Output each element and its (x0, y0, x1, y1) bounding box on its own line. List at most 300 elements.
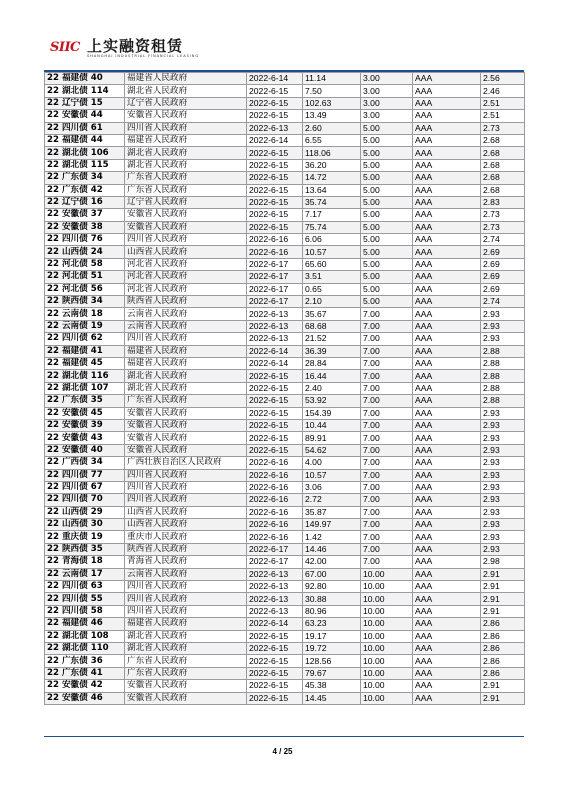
table-row (45, 519, 525, 531)
issuer-cell: 安徽省人民政府 (125, 209, 247, 221)
coupon-rate-cell: 2.69 (481, 271, 525, 283)
table-row (45, 345, 525, 357)
table-row (45, 568, 525, 580)
coupon-rate-cell: 2.68 (481, 134, 525, 146)
issue-date-cell: 2022-6-15 (247, 159, 303, 171)
term-cell: 7.00 (361, 345, 413, 357)
bond-name-cell: 22 青海债 18 (45, 556, 125, 568)
table-row (45, 395, 525, 407)
issue-date-cell: 2022-6-16 (247, 246, 303, 258)
amount-cell: 30.88 (303, 593, 361, 605)
term-cell: 5.00 (361, 134, 413, 146)
coupon-rate-cell: 2.93 (481, 543, 525, 555)
term-cell: 7.00 (361, 469, 413, 481)
issue-date-cell: 2022-6-15 (247, 172, 303, 184)
amount-cell: 54.62 (303, 444, 361, 456)
term-cell: 7.00 (361, 531, 413, 543)
term-cell: 5.00 (361, 234, 413, 246)
issue-date-cell: 2022-6-15 (247, 221, 303, 233)
amount-cell: 3.06 (303, 481, 361, 493)
table-row (45, 73, 525, 85)
amount-cell: 36.20 (303, 159, 361, 171)
table-row (45, 407, 525, 419)
table-row (45, 469, 525, 481)
rating-cell: AAA (413, 568, 481, 580)
table-row (45, 246, 525, 258)
issuer-cell: 山西省人民政府 (125, 519, 247, 531)
bond-name-cell: 22 安徽债 42 (45, 680, 125, 692)
issue-date-cell: 2022-6-14 (247, 345, 303, 357)
bond-name-cell: 22 湖北债 108 (45, 630, 125, 642)
table-row (45, 531, 525, 543)
issuer-cell: 四川省人民政府 (125, 494, 247, 506)
issue-date-cell: 2022-6-17 (247, 543, 303, 555)
table-row (45, 97, 525, 109)
term-cell: 3.00 (361, 97, 413, 109)
issuer-cell: 安徽省人民政府 (125, 432, 247, 444)
term-cell: 5.00 (361, 258, 413, 270)
amount-cell: 53.92 (303, 395, 361, 407)
bond-issuance-table (44, 72, 525, 705)
issue-date-cell: 2022-6-15 (247, 419, 303, 431)
term-cell: 3.00 (361, 73, 413, 85)
coupon-rate-cell: 2.91 (481, 692, 525, 704)
coupon-rate-cell: 2.93 (481, 308, 525, 320)
bond-name-cell: 22 广东债 41 (45, 667, 125, 679)
issue-date-cell: 2022-6-15 (247, 407, 303, 419)
issuer-cell: 广东省人民政府 (125, 172, 247, 184)
amount-cell: 35.67 (303, 308, 361, 320)
table-row (45, 333, 525, 345)
amount-cell: 79.67 (303, 667, 361, 679)
term-cell: 7.00 (361, 457, 413, 469)
coupon-rate-cell: 2.69 (481, 258, 525, 270)
bond-name-cell: 22 安徽债 46 (45, 692, 125, 704)
rating-cell: AAA (413, 395, 481, 407)
bond-name-cell: 22 安徽债 45 (45, 407, 125, 419)
coupon-rate-cell: 2.93 (481, 320, 525, 332)
term-cell: 7.00 (361, 444, 413, 456)
term-cell: 5.00 (361, 122, 413, 134)
term-cell: 10.00 (361, 692, 413, 704)
rating-cell: AAA (413, 593, 481, 605)
amount-cell: 14.45 (303, 692, 361, 704)
amount-cell: 75.74 (303, 221, 361, 233)
table-row (45, 110, 525, 122)
amount-cell: 2.72 (303, 494, 361, 506)
issuer-cell: 安徽省人民政府 (125, 419, 247, 431)
term-cell: 7.00 (361, 395, 413, 407)
coupon-rate-cell: 2.46 (481, 85, 525, 97)
issue-date-cell: 2022-6-15 (247, 444, 303, 456)
issuer-cell: 广东省人民政府 (125, 184, 247, 196)
amount-cell: 0.65 (303, 283, 361, 295)
amount-cell: 89.91 (303, 432, 361, 444)
table-bottom-rule (44, 736, 524, 737)
table-row (45, 320, 525, 332)
issuer-cell: 广东省人民政府 (125, 395, 247, 407)
rating-cell: AAA (413, 531, 481, 543)
term-cell: 10.00 (361, 680, 413, 692)
rating-cell: AAA (413, 196, 481, 208)
coupon-rate-cell: 2.91 (481, 581, 525, 593)
bond-name-cell: 22 湖北债 106 (45, 147, 125, 159)
issuer-cell: 广西壮族自治区人民政府 (125, 457, 247, 469)
amount-cell: 118.06 (303, 147, 361, 159)
issuer-cell: 湖北省人民政府 (125, 85, 247, 97)
issuer-cell: 青海省人民政府 (125, 556, 247, 568)
issue-date-cell: 2022-6-13 (247, 581, 303, 593)
bond-name-cell: 22 云南债 17 (45, 568, 125, 580)
issuer-cell: 湖北省人民政府 (125, 382, 247, 394)
issue-date-cell: 2022-6-15 (247, 209, 303, 221)
amount-cell: 19.17 (303, 630, 361, 642)
table-row (45, 296, 525, 308)
term-cell: 5.00 (361, 184, 413, 196)
issuer-cell: 福建省人民政府 (125, 134, 247, 146)
table-row (45, 655, 525, 667)
issuer-cell: 四川省人民政府 (125, 333, 247, 345)
coupon-rate-cell: 2.68 (481, 147, 525, 159)
rating-cell: AAA (413, 258, 481, 270)
table-row (45, 357, 525, 369)
term-cell: 3.00 (361, 85, 413, 97)
rating-cell: AAA (413, 345, 481, 357)
amount-cell: 3.51 (303, 271, 361, 283)
table-row (45, 692, 525, 704)
bond-name-cell: 22 湖北债 110 (45, 642, 125, 654)
issuer-cell: 四川省人民政府 (125, 234, 247, 246)
bond-name-cell: 22 广西债 34 (45, 457, 125, 469)
rating-cell: AAA (413, 134, 481, 146)
rating-cell: AAA (413, 543, 481, 555)
table-row (45, 444, 525, 456)
issuer-cell: 广东省人民政府 (125, 655, 247, 667)
rating-cell: AAA (413, 457, 481, 469)
term-cell: 7.00 (361, 382, 413, 394)
issuer-cell: 四川省人民政府 (125, 593, 247, 605)
table-row (45, 370, 525, 382)
issuer-cell: 河北省人民政府 (125, 283, 247, 295)
issue-date-cell: 2022-6-13 (247, 568, 303, 580)
issuer-cell: 福建省人民政府 (125, 357, 247, 369)
rating-cell: AAA (413, 370, 481, 382)
rating-cell: AAA (413, 382, 481, 394)
issuer-cell: 安徽省人民政府 (125, 221, 247, 233)
table-row (45, 506, 525, 518)
amount-cell: 63.23 (303, 618, 361, 630)
rating-cell: AAA (413, 618, 481, 630)
table-row (45, 618, 525, 630)
rating-cell: AAA (413, 357, 481, 369)
bond-name-cell: 22 安徽债 44 (45, 110, 125, 122)
rating-cell: AAA (413, 667, 481, 679)
coupon-rate-cell: 2.83 (481, 196, 525, 208)
issue-date-cell: 2022-6-15 (247, 642, 303, 654)
rating-cell: AAA (413, 234, 481, 246)
issuer-cell: 四川省人民政府 (125, 581, 247, 593)
term-cell: 7.00 (361, 556, 413, 568)
term-cell: 7.00 (361, 432, 413, 444)
rating-cell: AAA (413, 692, 481, 704)
coupon-rate-cell: 2.93 (481, 506, 525, 518)
term-cell: 5.00 (361, 246, 413, 258)
issue-date-cell: 2022-6-16 (247, 234, 303, 246)
amount-cell: 2.60 (303, 122, 361, 134)
issue-date-cell: 2022-6-15 (247, 184, 303, 196)
issuer-cell: 安徽省人民政府 (125, 407, 247, 419)
amount-cell: 102.63 (303, 97, 361, 109)
table-row (45, 642, 525, 654)
bond-name-cell: 22 四川债 62 (45, 333, 125, 345)
issue-date-cell: 2022-6-13 (247, 333, 303, 345)
rating-cell: AAA (413, 283, 481, 295)
term-cell: 7.00 (361, 506, 413, 518)
rating-cell: AAA (413, 630, 481, 642)
bond-name-cell: 22 四川债 67 (45, 481, 125, 493)
bond-name-cell: 22 安徽债 40 (45, 444, 125, 456)
bond-name-cell: 22 安徽债 37 (45, 209, 125, 221)
rating-cell: AAA (413, 147, 481, 159)
bond-name-cell: 22 四川债 55 (45, 593, 125, 605)
term-cell: 10.00 (361, 568, 413, 580)
amount-cell: 21.52 (303, 333, 361, 345)
coupon-rate-cell: 2.86 (481, 655, 525, 667)
issuer-cell: 云南省人民政府 (125, 320, 247, 332)
bond-name-cell: 22 安徽债 38 (45, 221, 125, 233)
term-cell: 3.00 (361, 110, 413, 122)
bond-name-cell: 22 四川债 76 (45, 234, 125, 246)
rating-cell: AAA (413, 642, 481, 654)
table-row (45, 667, 525, 679)
term-cell: 10.00 (361, 667, 413, 679)
rating-cell: AAA (413, 159, 481, 171)
amount-cell: 16.44 (303, 370, 361, 382)
amount-cell: 4.00 (303, 457, 361, 469)
coupon-rate-cell: 2.93 (481, 469, 525, 481)
bond-name-cell: 22 福建债 41 (45, 345, 125, 357)
rating-cell: AAA (413, 97, 481, 109)
rating-cell: AAA (413, 209, 481, 221)
table-row (45, 172, 525, 184)
coupon-rate-cell: 2.88 (481, 395, 525, 407)
term-cell: 5.00 (361, 196, 413, 208)
amount-cell: 35.87 (303, 506, 361, 518)
table-row (45, 556, 525, 568)
bond-name-cell: 22 陕西债 35 (45, 543, 125, 555)
coupon-rate-cell: 2.93 (481, 407, 525, 419)
amount-cell: 14.46 (303, 543, 361, 555)
issuer-cell: 福建省人民政府 (125, 618, 247, 630)
coupon-rate-cell: 2.68 (481, 159, 525, 171)
rating-cell: AAA (413, 110, 481, 122)
coupon-rate-cell: 2.86 (481, 618, 525, 630)
coupon-rate-cell: 2.91 (481, 605, 525, 617)
issue-date-cell: 2022-6-15 (247, 667, 303, 679)
term-cell: 10.00 (361, 618, 413, 630)
coupon-rate-cell: 2.93 (481, 494, 525, 506)
bond-name-cell: 22 福建债 44 (45, 134, 125, 146)
bond-name-cell: 22 安徽债 43 (45, 432, 125, 444)
rating-cell: AAA (413, 469, 481, 481)
bond-name-cell: 22 湖北债 115 (45, 159, 125, 171)
rating-cell: AAA (413, 519, 481, 531)
issuer-cell: 湖北省人民政府 (125, 159, 247, 171)
rating-cell: AAA (413, 246, 481, 258)
amount-cell: 128.56 (303, 655, 361, 667)
issue-date-cell: 2022-6-13 (247, 308, 303, 320)
issue-date-cell: 2022-6-16 (247, 506, 303, 518)
coupon-rate-cell: 2.93 (481, 333, 525, 345)
coupon-rate-cell: 2.51 (481, 97, 525, 109)
rating-cell: AAA (413, 122, 481, 134)
company-name-en: SHANGHAI INDUSTRIAL FINANCIAL LEASING (87, 54, 200, 58)
coupon-rate-cell: 2.56 (481, 73, 525, 85)
term-cell: 7.00 (361, 419, 413, 431)
issue-date-cell: 2022-6-13 (247, 605, 303, 617)
coupon-rate-cell: 2.98 (481, 556, 525, 568)
issue-date-cell: 2022-6-16 (247, 494, 303, 506)
amount-cell: 10.57 (303, 246, 361, 258)
issuer-cell: 河北省人民政府 (125, 258, 247, 270)
term-cell: 10.00 (361, 593, 413, 605)
issuer-cell: 福建省人民政府 (125, 73, 247, 85)
coupon-rate-cell: 2.73 (481, 221, 525, 233)
issue-date-cell: 2022-6-15 (247, 432, 303, 444)
issue-date-cell: 2022-6-16 (247, 469, 303, 481)
bond-name-cell: 22 福建债 45 (45, 357, 125, 369)
table-row (45, 308, 525, 320)
amount-cell: 14.72 (303, 172, 361, 184)
table-row (45, 159, 525, 171)
coupon-rate-cell: 2.73 (481, 122, 525, 134)
rating-cell: AAA (413, 407, 481, 419)
bond-name-cell: 22 辽宁债 16 (45, 196, 125, 208)
table-row (45, 209, 525, 221)
company-name: 上实融资租赁 (87, 37, 184, 55)
amount-cell: 11.14 (303, 73, 361, 85)
table-row (45, 221, 525, 233)
amount-cell: 6.06 (303, 234, 361, 246)
issue-date-cell: 2022-6-15 (247, 147, 303, 159)
coupon-rate-cell: 2.88 (481, 370, 525, 382)
table-row (45, 283, 525, 295)
table-row (45, 134, 525, 146)
term-cell: 5.00 (361, 271, 413, 283)
coupon-rate-cell: 2.88 (481, 357, 525, 369)
issue-date-cell: 2022-6-16 (247, 457, 303, 469)
rating-cell: AAA (413, 73, 481, 85)
bond-name-cell: 22 四川债 63 (45, 581, 125, 593)
table-row (45, 593, 525, 605)
table-row (45, 196, 525, 208)
term-cell: 10.00 (361, 605, 413, 617)
amount-cell: 13.64 (303, 184, 361, 196)
bond-name-cell: 22 山西债 24 (45, 246, 125, 258)
term-cell: 5.00 (361, 296, 413, 308)
company-logo (50, 38, 290, 62)
term-cell: 5.00 (361, 221, 413, 233)
rating-cell: AAA (413, 296, 481, 308)
table-row (45, 481, 525, 493)
bond-name-cell: 22 湖北债 116 (45, 370, 125, 382)
issue-date-cell: 2022-6-16 (247, 519, 303, 531)
term-cell: 10.00 (361, 642, 413, 654)
table-row (45, 605, 525, 617)
rating-cell: AAA (413, 172, 481, 184)
coupon-rate-cell: 2.74 (481, 296, 525, 308)
rating-cell: AAA (413, 556, 481, 568)
table-row (45, 630, 525, 642)
issuer-cell: 云南省人民政府 (125, 308, 247, 320)
issuer-cell: 辽宁省人民政府 (125, 97, 247, 109)
term-cell: 7.00 (361, 370, 413, 382)
coupon-rate-cell: 2.91 (481, 593, 525, 605)
coupon-rate-cell: 2.93 (481, 444, 525, 456)
term-cell: 5.00 (361, 159, 413, 171)
issuer-cell: 湖北省人民政府 (125, 642, 247, 654)
rating-cell: AAA (413, 419, 481, 431)
table-row (45, 382, 525, 394)
rating-cell: AAA (413, 481, 481, 493)
issue-date-cell: 2022-6-15 (247, 85, 303, 97)
amount-cell: 80.96 (303, 605, 361, 617)
term-cell: 7.00 (361, 481, 413, 493)
rating-cell: AAA (413, 494, 481, 506)
issue-date-cell: 2022-6-15 (247, 196, 303, 208)
coupon-rate-cell: 2.93 (481, 519, 525, 531)
issue-date-cell: 2022-6-15 (247, 655, 303, 667)
issuer-cell: 湖北省人民政府 (125, 630, 247, 642)
bond-name-cell: 22 安徽债 39 (45, 419, 125, 431)
term-cell: 7.00 (361, 333, 413, 345)
bond-name-cell: 22 四川债 70 (45, 494, 125, 506)
amount-cell: 65.60 (303, 258, 361, 270)
issuer-cell: 山西省人民政府 (125, 506, 247, 518)
coupon-rate-cell: 2.91 (481, 568, 525, 580)
page-header (0, 0, 565, 70)
amount-cell: 10.44 (303, 419, 361, 431)
rating-cell: AAA (413, 184, 481, 196)
rating-cell: AAA (413, 271, 481, 283)
bond-name-cell: 22 四川债 77 (45, 469, 125, 481)
issue-date-cell: 2022-6-15 (247, 395, 303, 407)
bond-name-cell: 22 重庆债 19 (45, 531, 125, 543)
bond-name-cell: 22 河北债 56 (45, 283, 125, 295)
issuer-cell: 陕西省人民政府 (125, 543, 247, 555)
issue-date-cell: 2022-6-15 (247, 630, 303, 642)
term-cell: 10.00 (361, 655, 413, 667)
issue-date-cell: 2022-6-15 (247, 680, 303, 692)
term-cell: 5.00 (361, 283, 413, 295)
issue-date-cell: 2022-6-14 (247, 73, 303, 85)
bond-name-cell: 22 广东债 34 (45, 172, 125, 184)
issuer-cell: 辽宁省人民政府 (125, 196, 247, 208)
coupon-rate-cell: 2.93 (481, 457, 525, 469)
coupon-rate-cell: 2.88 (481, 382, 525, 394)
coupon-rate-cell: 2.74 (481, 234, 525, 246)
rating-cell: AAA (413, 444, 481, 456)
page-number: 4 / 25 (272, 747, 293, 756)
issuer-cell: 重庆市人民政府 (125, 531, 247, 543)
coupon-rate-cell: 2.88 (481, 345, 525, 357)
issuer-cell: 四川省人民政府 (125, 469, 247, 481)
coupon-rate-cell: 2.93 (481, 531, 525, 543)
coupon-rate-cell: 2.93 (481, 419, 525, 431)
term-cell: 7.00 (361, 308, 413, 320)
amount-cell: 13.49 (303, 110, 361, 122)
term-cell: 7.00 (361, 357, 413, 369)
